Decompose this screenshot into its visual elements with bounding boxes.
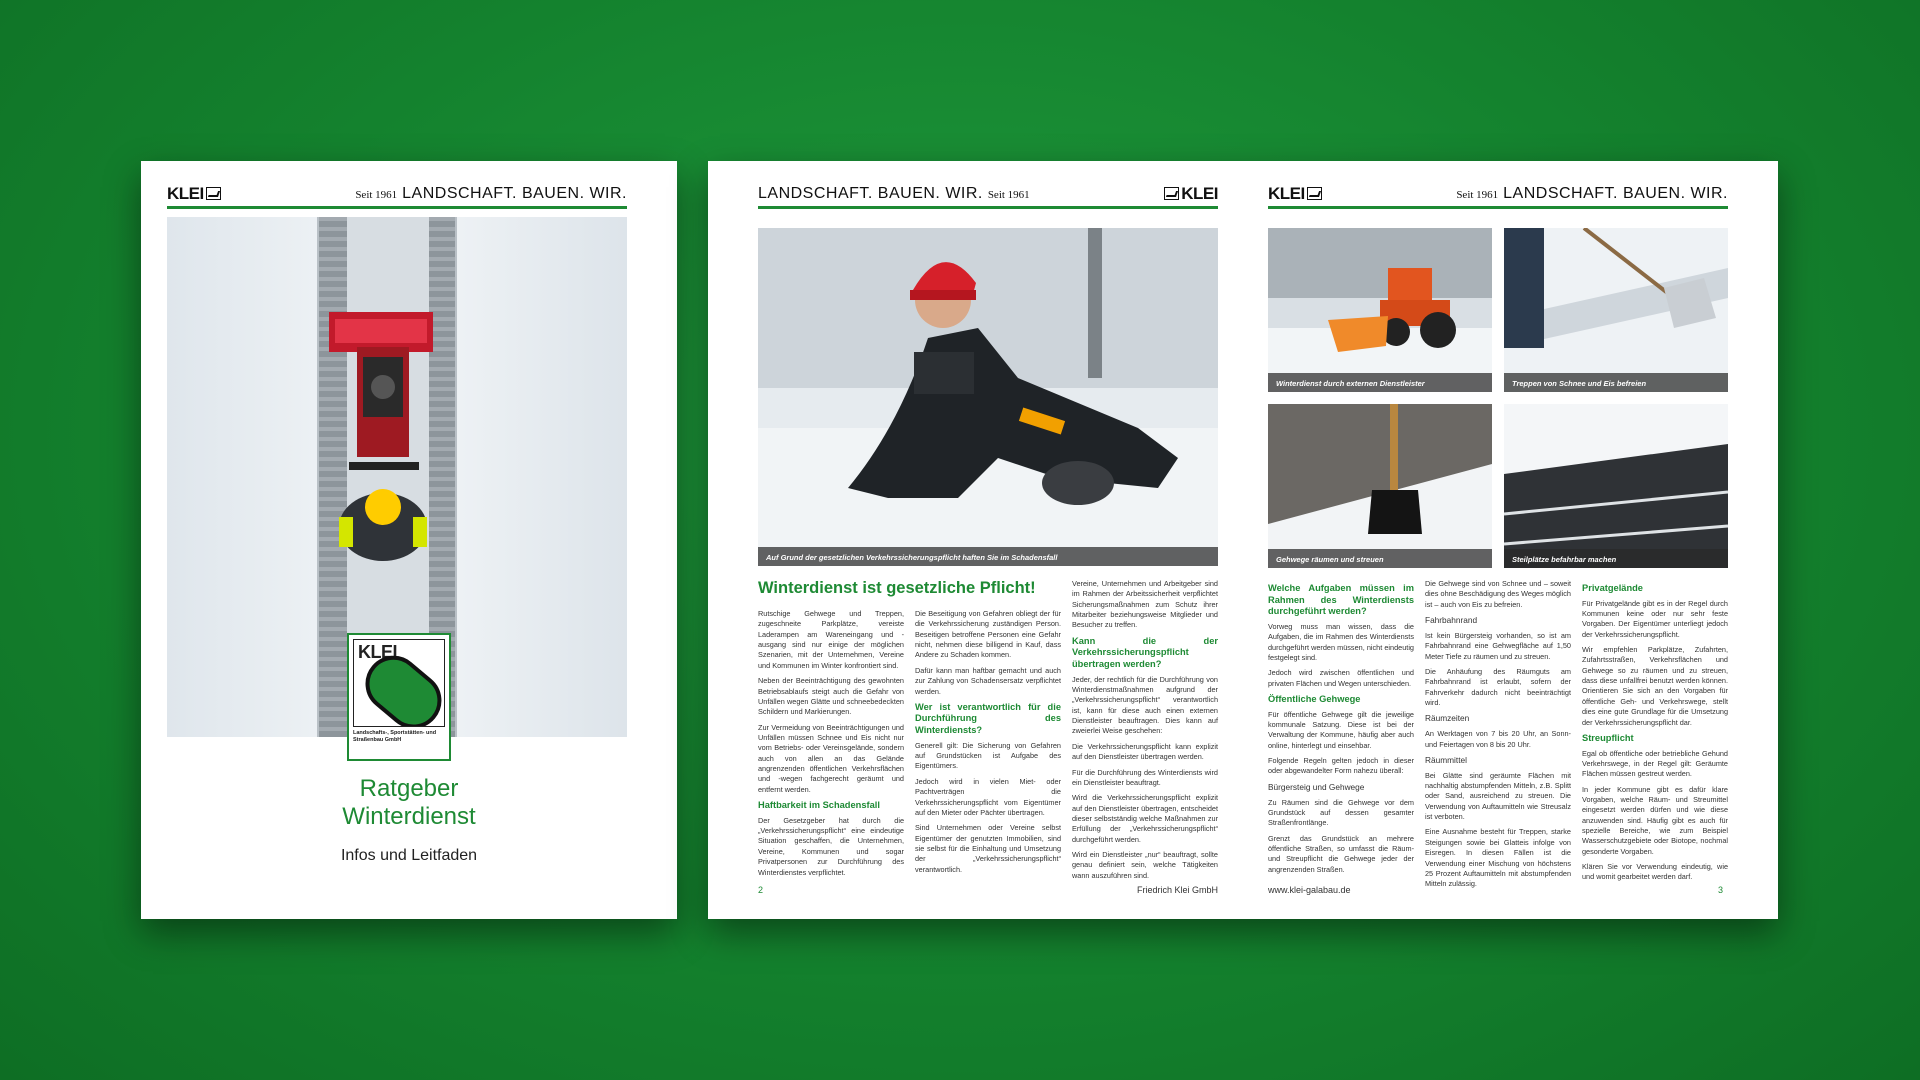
fall-photo [758,228,1218,566]
paragraph: Sind Unternehmen oder Vereine selbst Eigentümer der genutzten Immobilien, sind sie selbst für die Einhaltung und Umsetzung der „Verkehrssicherungspflicht“ verantwortlich. [915,823,1061,874]
paragraph: Egal ob öffentliche oder betriebliche Gehund Verkehrswege, in der Regel gilt: Geräumte Flächen müssen gestreut werden. [1582,748,1728,779]
subheading: Räumzeiten [1425,713,1470,724]
klei-logo [1164,184,1218,204]
left-col-3 [1072,579,1218,886]
photo-parking-caption: Steilplätze befahrbar machen [1504,549,1728,568]
paragraph: Vorweg muss man wissen, dass die Aufgaben, die im Rahmen des Winterdiensts durchgeführt werden müssen, nicht eindeutig festgelegt sind. [1268,621,1414,662]
paragraph: Der Gesetzgeber hat durch die „Verkehrssicherungspflicht“ eine eindeutige Situation geschaffen, die Unternehmen, Vereine, Kommunen und sogar Privatpersonen zur Durchführung des Winterdienstes verpflichtet. [758,815,904,877]
cover-title-line2: Winterdienst [342,803,476,830]
badge-track-icon [354,640,450,726]
paragraph: Die Gehwege sind von Schnee und – soweit dies ohne Beschädigung des Weges möglich ist – auch von Eis zu befreien. [1425,579,1571,609]
photo-stairs [1504,228,1728,392]
since-text: Seit 1961 [1456,188,1499,201]
logo-text: KLEI [1181,183,1218,203]
header-tagline [355,185,627,203]
paragraph: Folgende Regeln gelten jedoch in dieser oder abgewandelter Form nahezu überall: [1268,756,1414,776]
paragraph: Die Verkehrssicherungspflicht kann explizit auf den Dienstleister übertragen werden. [1072,741,1218,762]
spread [708,161,1778,919]
cover-header [167,181,627,209]
left-col-1 [758,609,904,883]
klei-logo [167,184,221,204]
logo-mark-icon [206,187,221,200]
photo-tractor-caption: Winterdienst durch externen Dienstleister [1268,373,1492,392]
paragraph: Für öffentliche Gehwege gilt die jeweilige kommunale Satzung. Diese ist bei der Verwaltung der Kommune, häufig aber auch online, hinterlegt und einsehbar. [1268,709,1414,750]
tractor-illustration [1268,228,1492,392]
cover-title-line1: Ratgeber [359,775,459,802]
section-heading: Haftbarkeit im Schadensfall [758,800,880,811]
section-heading: Kann die der Verkehrssicherungspflicht übertragen werden? [1072,635,1218,670]
paragraph: Vereine, Unternehmen und Arbeitgeber sind im Rahmen der Arbeitssicherheit verpflichtet Sicherungsmaßnahmen zum Schutz ihrer Mitarbeiter beziehungsweise Mitglieder und Besucher zu treffen. [1072,579,1218,630]
paragraph: An Werktagen von 7 bis 20 Uhr, an Sonn- und Feiertagen von 8 bis 20 Uhr. [1425,729,1571,749]
klei-logo [1268,184,1322,204]
badge-brand-text: KLEI [358,642,398,662]
since-text: Seit 1961 [987,188,1030,201]
paragraph: Für die Durchführung des Winterdiensts wird ein Dienstleister beauftragt. [1072,767,1218,787]
slogan-text: LANDSCHAFT. BAUEN. WIR. [402,184,627,202]
section-heading: Privatgelände [1582,583,1643,593]
paragraph: Jedoch wird in vielen Miet- oder Pachtverträgen die Verkehrssicherungspflicht vom Eigentümer auf den Mieter oder Pächter übertragen. [915,776,1061,817]
section-heading: Öffentliche Gehwege [1268,693,1361,704]
paragraph: Jedoch wird zwischen öffentlichen und privaten Flächen und Wegen unterschieden. [1268,668,1414,688]
right-col-1 [1268,579,1414,880]
subheading: Bürgersteig und Gehwege [1268,781,1365,792]
cover-subtitle: Infos und Leitfaden [340,847,478,864]
right-col-2 [1425,579,1571,895]
slogan-text: LANDSCHAFT. BAUEN. WIR. [1503,184,1728,202]
photo-parking [1504,404,1728,568]
paragraph: In jeder Kommune gibt es dafür klare Vorgaben, welche Räum- und Streumittel eingesetzt werden dürfen und wie diese anzuwenden sind. Häufig gibt es auch für spezielle Bereiche, wie zum Beispiel Wasserschutzgebiete oder Biotope, nochmal gesonderte Vorgaben. [1582,784,1728,856]
parking-illustration [1504,404,1728,568]
paragraph: Für Privatgelände gibt es in der Regel durch Kommunen keine oder nur sehr feste Vorgaben. Der Eigentümer unterliegt jedoch der Verkehrssicherungspflicht. [1582,598,1728,639]
stairs-illustration [1504,228,1728,392]
man-slipping-illustration [758,228,1218,566]
section-heading: Streupflicht [1582,732,1634,743]
photo-stairs-caption: Treppen von Schnee und Eis befreien [1504,373,1728,392]
header-tagline [1456,185,1728,203]
photo-shovel [1268,404,1492,568]
since-text: Seit 1961 [355,188,398,201]
left-col-2 [915,609,1061,880]
left-page-header [758,181,1218,209]
badge-company-text: Landschafts-, Sportstätten- und Straßenbau GmbH [353,730,437,743]
paragraph: Wird die Verkehrssicherungspflicht explizit auf den Dienstleister übertragen, entscheidet dieser selbstständig welche Maßnahmen zur Erfüllung der „Verkehrssicherungspflicht“ durchgeführt werden. [1072,793,1218,844]
right-page-number: 3 [1718,885,1724,895]
photo-tractor [1268,228,1492,392]
paragraph: Eine Ausnahme besteht für Treppen, starke Steigungen sowie bei Glatteis infolge von Eisregen. In diesen Fällen ist die Verwendung einer Mischung von höchstens 25 Prozent Auftaumitteln mit abstumpfenden Mitteln zulässig. [1425,827,1571,889]
photo-shovel-caption: Gehwege räumen und streuen [1268,549,1492,568]
paragraph: Ist kein Bürgersteig vorhanden, so ist am Fahrbahnrand eine Gehwegfläche auf 1,50 Meter Tiefe zu räumen und zu streuen. [1425,630,1571,661]
paragraph: Die Anhäufung des Räumguts am Fahrbahnrand ist erlaubt, sofern der Fahrverkehr dadurch nicht beeinträchtigt wird. [1425,666,1571,708]
cover-title [141,775,677,831]
paragraph: Grenzt das Grundstück an mehrere öffentliche Straßen, so umfasst die Räum- und Streupflicht die Gehwege jeder der angrenzenden Straßen. [1268,833,1414,874]
paragraph: Wir empfehlen Parkplätze, Zufahrten, Zufahrtsstraßen, Verkehrsflächen und Gehwege so zu räumen und zu streuen, dass diese unfallfrei benutzt werden können. Orientieren Sie sich an den Vorgaben für öffentliche Geh- und Verkehrswege, stellt dies eine gute Grundlage für die Umsetzung der Verkehrssicherungspflicht dar. [1582,645,1728,727]
cover-page [141,161,677,919]
right-page-header [1268,181,1728,209]
fall-photo-caption: Auf Grund der gesetzlichen Verkehrssicherungspflicht haften Sie im Schadensfall [758,547,1218,566]
left-headline: Winterdienst ist gesetzliche Pflicht! [758,579,1036,597]
paragraph: Die Beseitigung von Gefahren obliegt der für die Verkehrssicherung zuständigen Person. Beseitigen betroffene Personen eine Gefahr nicht, nehmen diese billigend in Kauf, dass Andere zu Schaden kommen. [915,609,1061,660]
left-page-footer: Friedrich Klei GmbH [1136,885,1218,895]
paragraph: Bei Glätte sind geräumte Flächen mit nachhaltig abstumpfenden Mitteln, z.B. Splitt oder Sand, ausreichend zu streuen. Die Verwendung von Auftaumitteln wie Streusalz ist verboten. [1425,770,1571,822]
paragraph: Zu Räumen sind die Gehwege vor dem Grundstück auf dessen gesamter Straßenfrontlänge. [1268,797,1414,828]
shovel-illustration [1268,404,1492,568]
paragraph: Neben der Beeinträchtigung des gewohnten Betriebsablaufs steigt auch die Gefahr von Unfällen wegen Glätte und schneebedeckten Schildern und Markierungen. [758,676,904,717]
left-page-number: 2 [758,885,764,895]
paragraph: Klären Sie vor Verwendung eindeutig, wie und womit gearbeitet werden darf. [1582,862,1728,882]
logo-text: KLEI [167,183,204,203]
paragraph: Generell gilt: Die Sicherung von Gefahren auf Grundstücken ist Aufgabe des Eigentümers. [915,740,1061,771]
logo-mark-icon [1307,187,1322,200]
paragraph: Wird ein Dienstleister „nur“ beauftragt, sollte genau definiert sein, welche Tätigkeiten wann auszuführen sind. [1072,850,1218,880]
slogan-text: LANDSCHAFT. BAUEN. WIR. [758,184,983,202]
right-col-3 [1582,579,1728,888]
subheading: Räummittel [1425,754,1467,765]
cover-badge-logo [347,633,451,761]
paragraph: Jeder, der rechtlich für die Durchführung von Winterdienstmaßnahmen aufgrund der „Verkehrssicherungspflicht“ verantwortlich ist, kann für diese auch einen externen Dienstleister beauftragen. Dies kann auf zweierlei Weise geschehen: [1072,674,1218,736]
right-page-footer: www.klei-galabau.de [1268,885,1351,895]
section-heading: Welche Aufgaben müssen im Rahmen des Winterdiensts durchgeführt werden? [1268,583,1414,617]
paragraph: Dafür kann man haftbar gemacht und auch zur Zahlung von Schadensersatz verpflichtet werden. [915,665,1061,696]
section-heading: Wer ist verantwortlich für die Durchführung des Winterdiensts? [915,701,1061,736]
logo-text: KLEI [1268,183,1305,203]
subheading: Fahrbahnrand [1425,615,1478,626]
header-tagline [758,185,1030,203]
paragraph: Rutschige Gehwege und Treppen, zugeschneite Parkplätze, vereiste Laderampen am Wareneingang und -ausgang sind nur einige der möglichen Szenarien, mit der Unternehmen, Vereine und Kommunen im Winter konfrontiert sind. [758,609,904,670]
logo-mark-icon [1164,187,1179,200]
paragraph: Zur Vermeidung von Beeinträchtigungen und Unfällen müssen Schnee und Eis nicht nur vom Betriebs- oder Vereinsgelände, sondern auch von allen an das Gelände angrenzenden öffentlichen Verkehrsflächen und -wegen fachgerecht geräumt und entfernt werden. [758,722,904,794]
